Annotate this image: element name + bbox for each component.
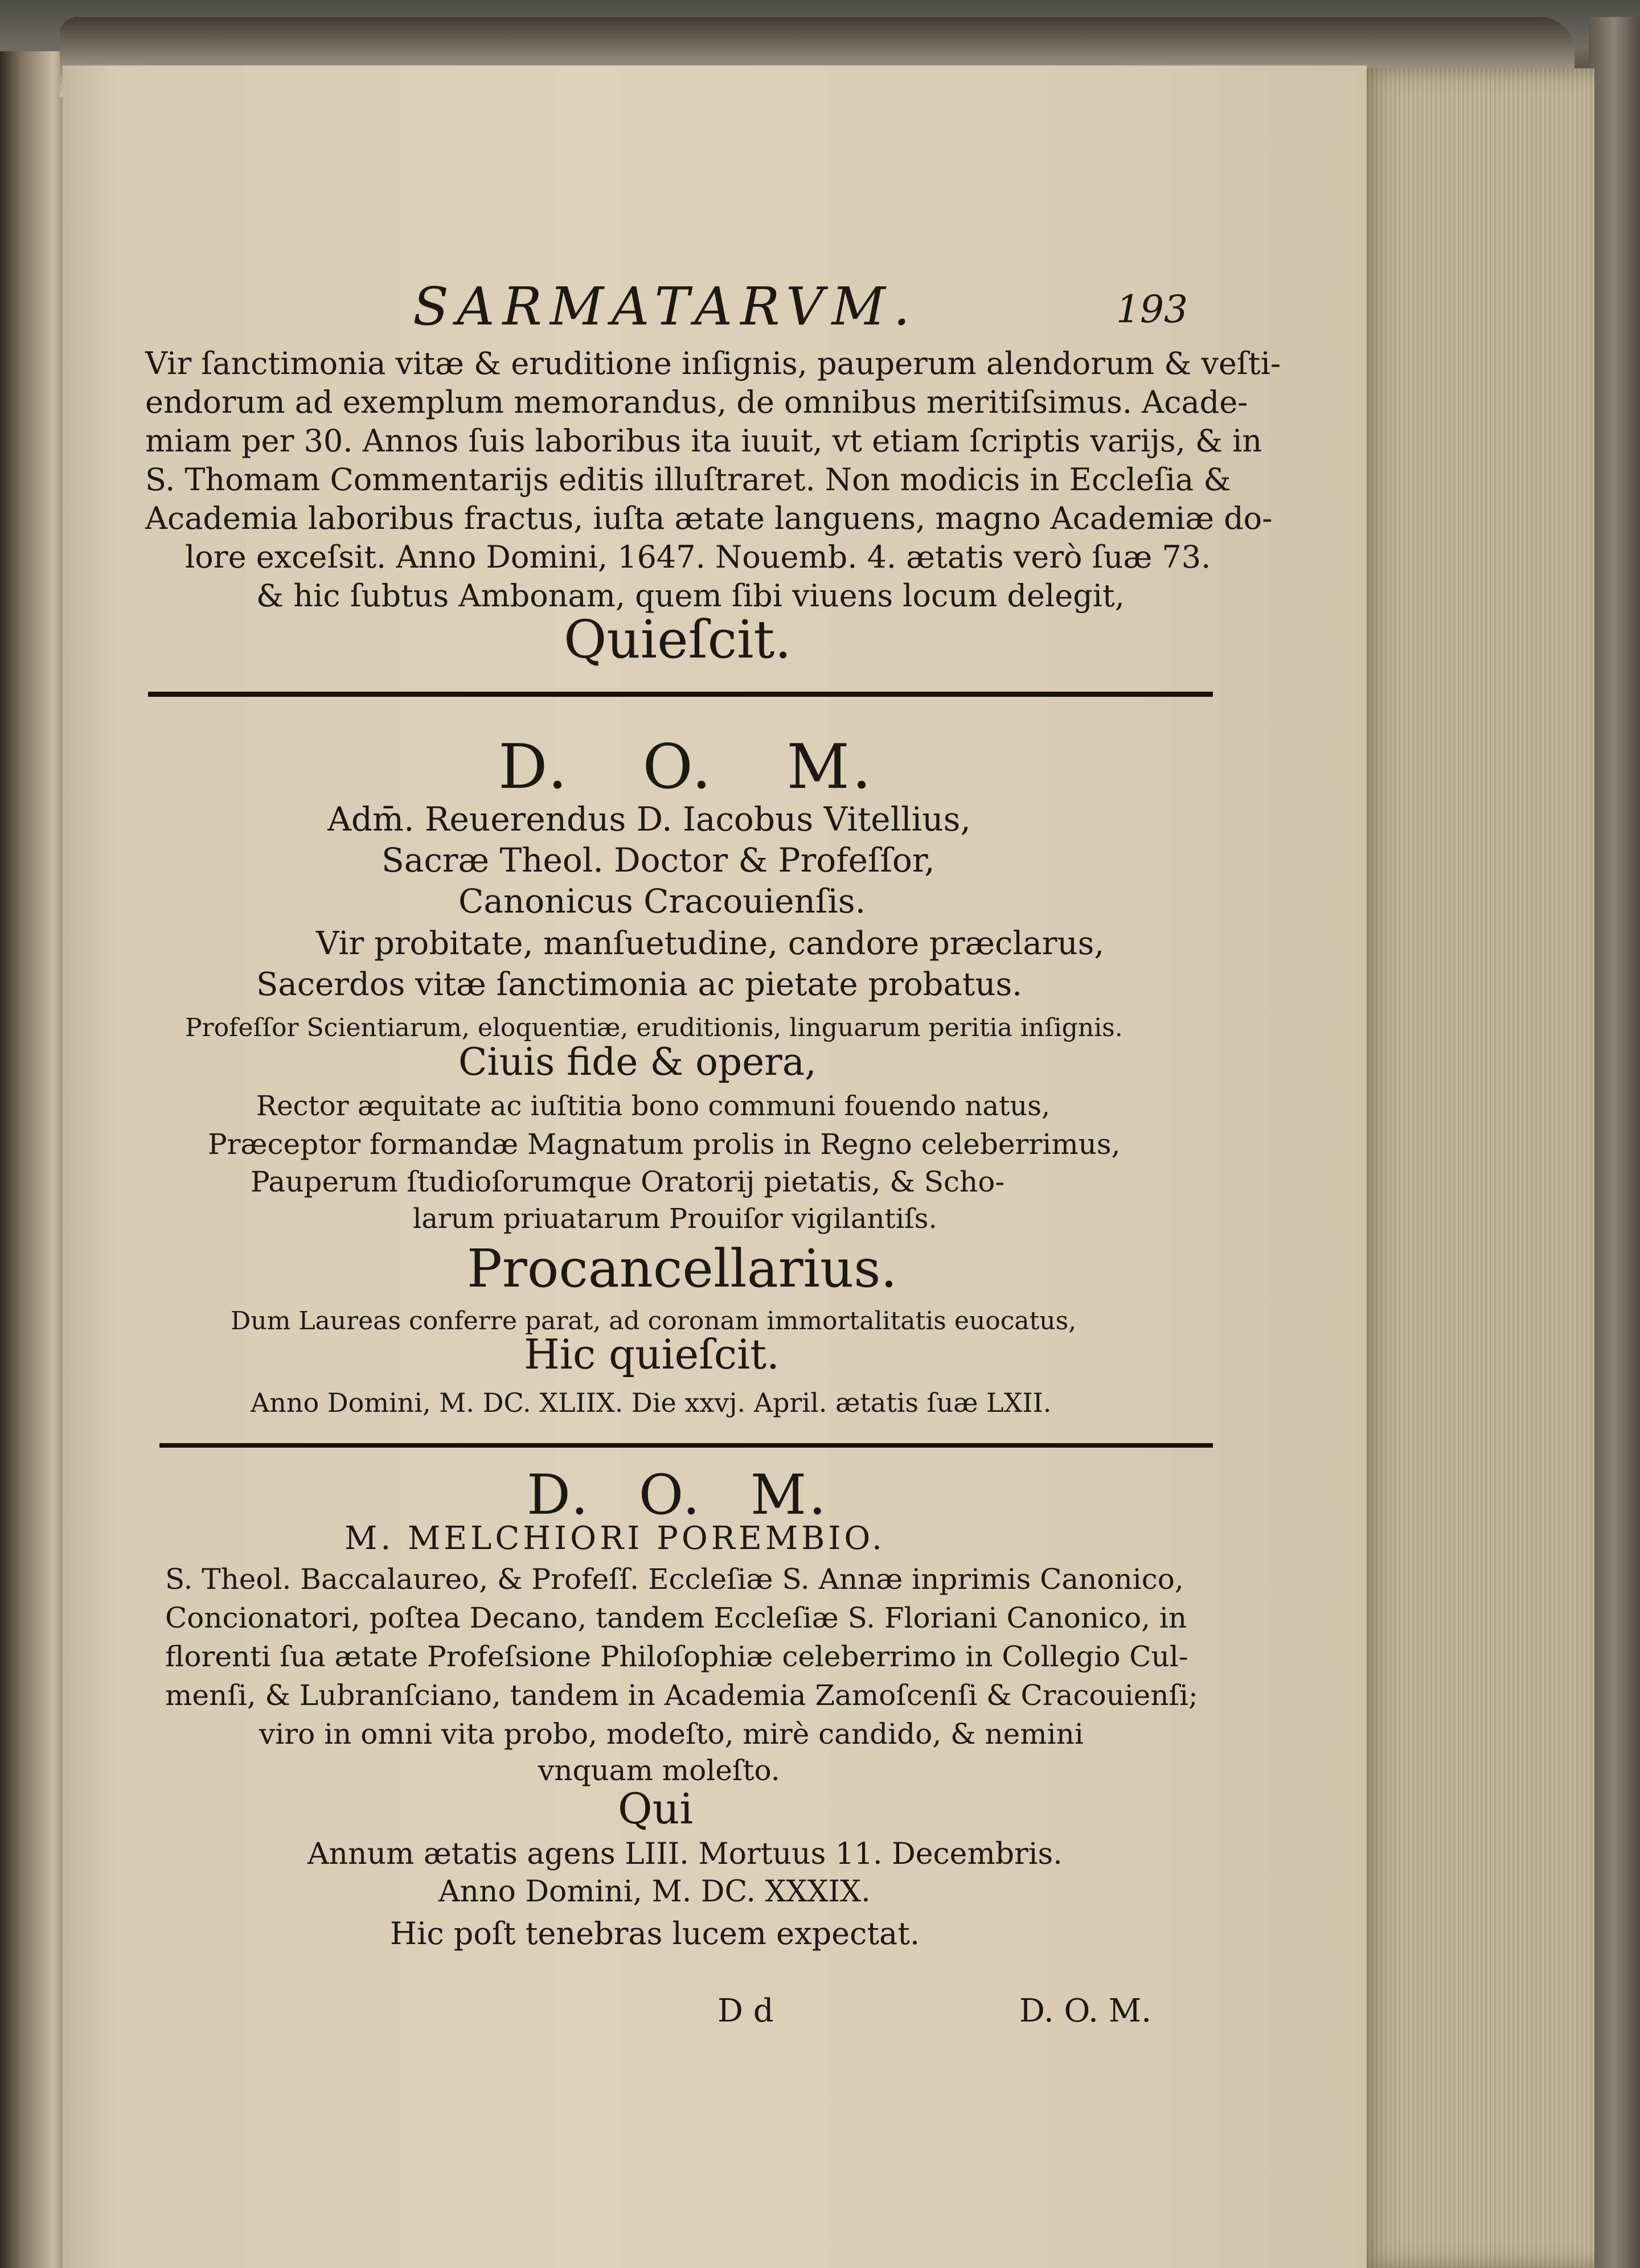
- final-line: Hic poſt tenebras lucem expectat.: [390, 1916, 920, 1951]
- final-line: Annum ætatis agens LIII. Mortuus 11. Decembris.: [308, 1837, 1063, 1871]
- laureas-line: Dum Laureas conferre parat, ad coronam immortalitatis euocatus,: [231, 1306, 1077, 1336]
- hic-quiescit: Hic quieſcit.: [524, 1330, 780, 1378]
- name-line: Sacræ Theol. Doctor & Profeſſor,: [382, 841, 935, 880]
- rector-line: larum priuatarum Prouiſor vigilantiſs.: [413, 1203, 937, 1235]
- text-line: Academia laboribus fractus, iuſta ætate languens, magno Academiæ do-: [145, 500, 1273, 536]
- separator-rule: [148, 692, 1213, 697]
- text-line: miam per 30. Annos ſuis laboribus ita iuuit, vt etiam ſcriptis varijs, & in: [145, 423, 1262, 459]
- date-line: Anno Domini, M. DC. XLIIX. Die xxvj. April. ætatis ſuæ LXII.: [251, 1387, 1052, 1418]
- civis-line: Ciuis fide & opera,: [458, 1040, 817, 1084]
- name-line: Canonicus Cracouienſis.: [458, 882, 866, 921]
- catchword: D. O. M.: [1019, 1992, 1151, 2029]
- page-header: [63, 276, 1367, 339]
- virtue-line: Sacerdos vitæ ſanctimonia ac pietate probatus.: [256, 966, 1023, 1003]
- text-line: viro in omni vita probo, modeſto, mirè candido, & nemini: [259, 1718, 1084, 1751]
- name-line: Adm̄. Reuerendus D. Iacobus Vitellius,: [327, 800, 971, 839]
- closing-word: Quieſcit.: [564, 609, 792, 670]
- text-line: Vir ſanctimonia vitæ & eruditione inſignis, pauperum alendorum & veſti-: [145, 346, 1281, 381]
- dom-heading: D. O. M.: [498, 732, 874, 803]
- running-title: SARMATARVM.: [413, 276, 918, 337]
- rector-line: Rector æquitate ac iuſtitia bono communi fouendo natus,: [256, 1090, 1051, 1122]
- text-line: endorum ad exemplum memorandus, de omnibus meritiſsimus. Acade-: [145, 384, 1248, 420]
- separator-rule: [159, 1443, 1213, 1448]
- qui-word: Qui: [618, 1785, 693, 1834]
- text-line: florenti ſua ætate Profeſsione Philoſophiæ celeberrimo in Collegio Cul-: [165, 1640, 1188, 1673]
- page-fore-edge: [1355, 68, 1594, 2268]
- small-line: Profeſſor Scientiarum, eloquentiæ, eruditionis, linguarum peritia inſignis.: [185, 1013, 1123, 1042]
- text-line: Concionatori, poſtea Decano, tandem Eccleſiæ S. Floriani Canonico, in: [165, 1601, 1187, 1634]
- dom-heading: D. O. M.: [527, 1463, 829, 1527]
- page-number: 193: [1116, 287, 1188, 331]
- book-page: [63, 65, 1367, 2268]
- text-line: S. Theol. Baccalaureo, & Profeſſ. Eccleſiæ S. Annæ inprimis Canonico,: [165, 1563, 1184, 1596]
- text-line: lore exceſsit. Anno Domini, 1647. Nouemb. 4. ætatis verò ſuæ 73.: [185, 539, 1211, 575]
- title-procancellarius: Procancellarius.: [467, 1238, 897, 1299]
- binding-edge: [1589, 17, 1640, 2268]
- rector-line: Pauperum ſtudioſorumque Oratorij pietatis, & Scho-: [251, 1165, 1005, 1198]
- text-line: S. Thomam Commentarijs editis illuſtraret. Non modicis in Eccleſia &: [145, 462, 1231, 498]
- text-line: & hic ſubtus Ambonam, quem ſibi viuens locum delegit,: [256, 578, 1125, 614]
- facing-page-edge: [0, 51, 67, 2268]
- text-line: menſi, & Lubranſciano, tandem in Academia Zamoſcenſi & Cracouienſi;: [165, 1679, 1198, 1712]
- dedicatee-name: M. MELCHIORI POREMBIO.: [345, 1520, 885, 1557]
- virtue-line: Vir probitate, manſuetudine, candore præclarus,: [316, 925, 1105, 962]
- signature-mark: D d: [718, 1992, 774, 2029]
- text-line: vnquam moleſto.: [538, 1754, 780, 1787]
- final-line: Anno Domini, M. DC. XXXIX.: [438, 1875, 871, 1909]
- rector-line: Præceptor formandæ Magnatum prolis in Regno celeberrimus,: [208, 1128, 1121, 1161]
